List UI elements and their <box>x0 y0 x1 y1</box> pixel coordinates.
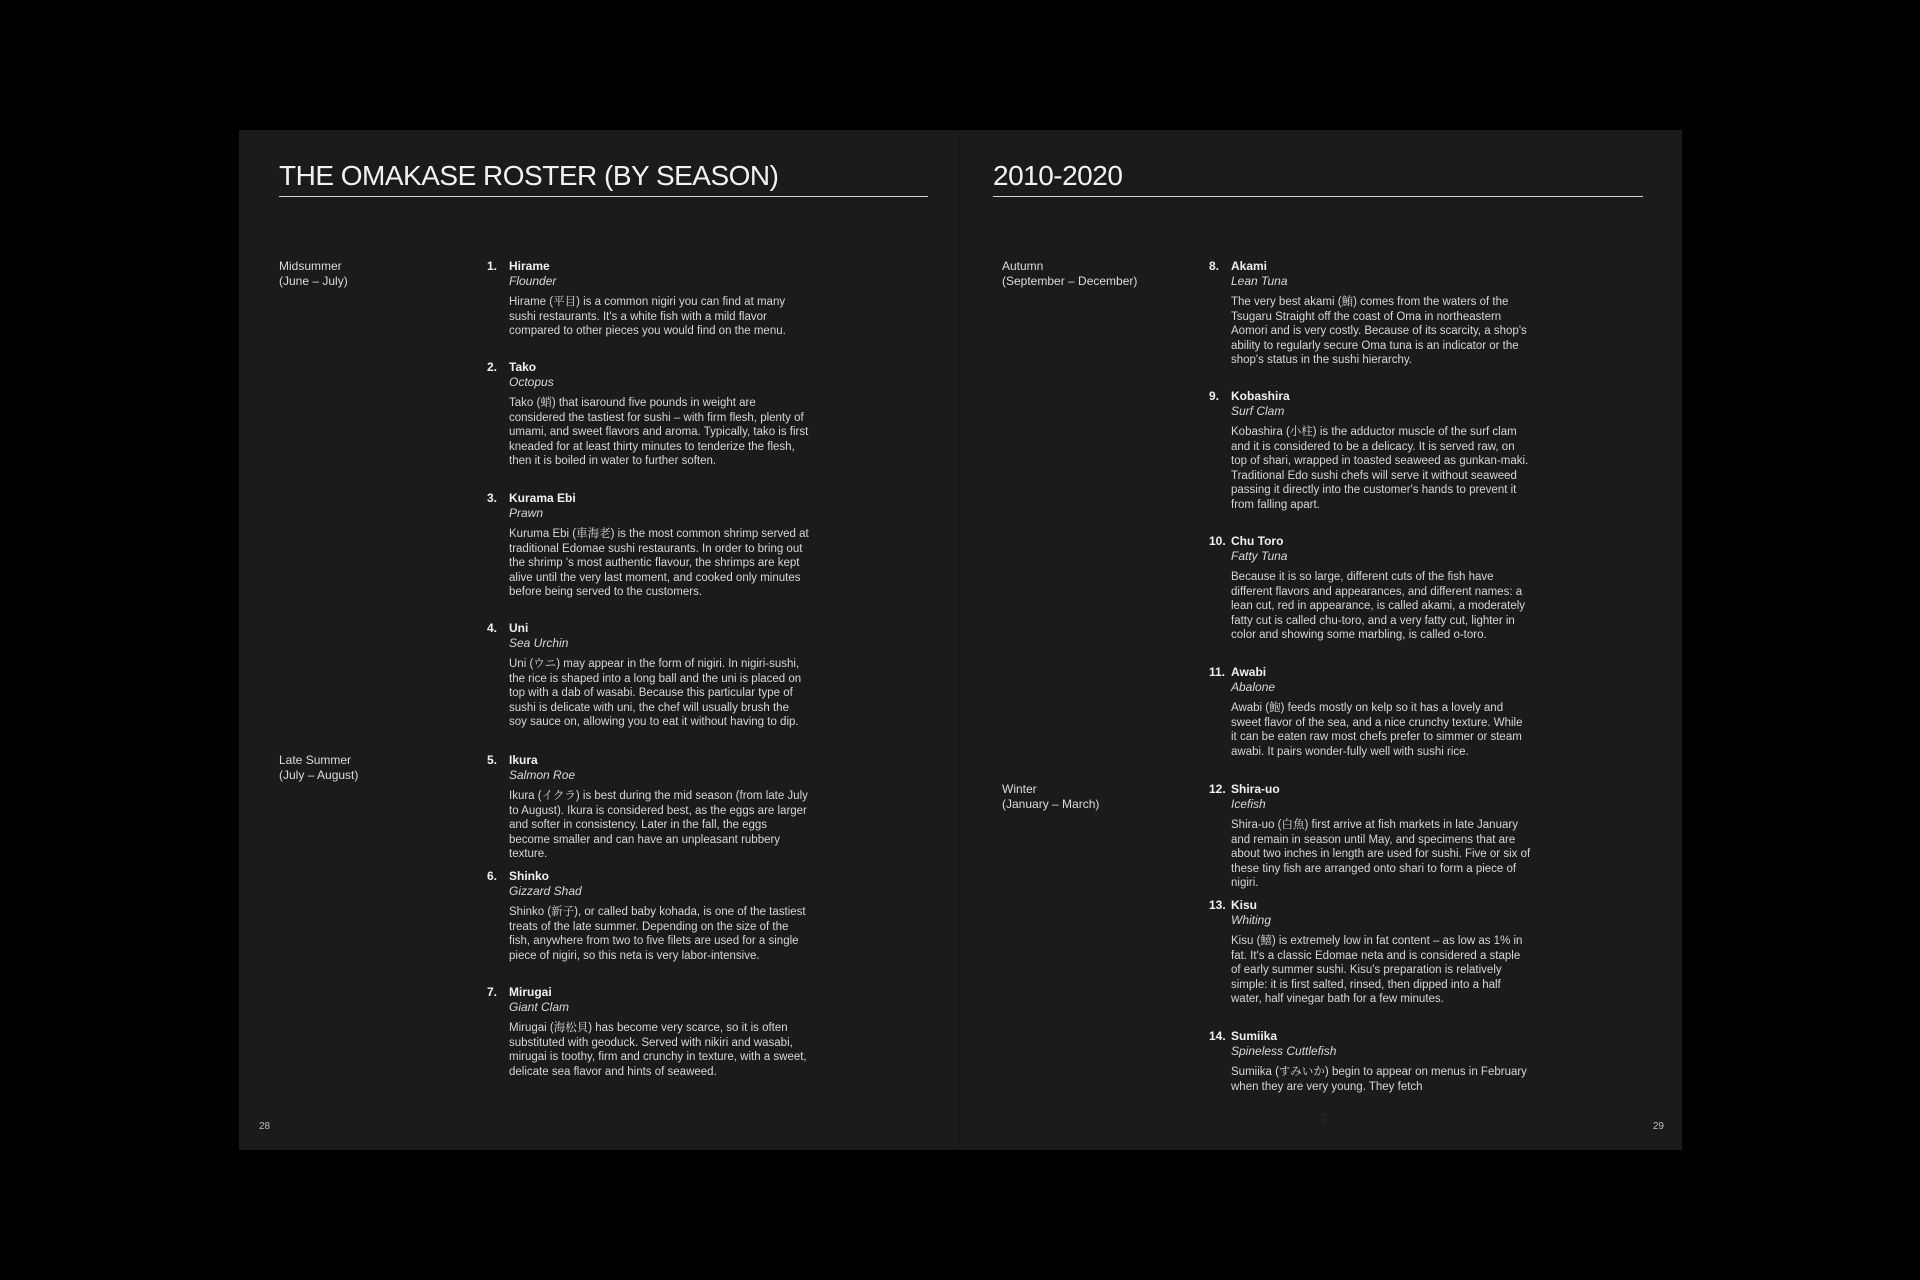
entry-english-name: Whiting <box>1231 912 1272 927</box>
right-page <box>960 130 1682 1150</box>
season-name: Winter <box>1002 782 1037 796</box>
entry-number: 14. <box>1209 1029 1226 1043</box>
entry-description: Awabi (鮑) feeds mostly on kelp so it has a lovely and sweet flavor of the sea, and a nice crunchy texture. While it can be eaten raw most chefs prefer to simmer or steam awabi. It pairs wonder-fully well with sushi rice. <box>1231 702 1523 758</box>
entry-name: Awabi <box>1231 665 1267 679</box>
entry-name: Hirame <box>509 259 550 273</box>
entry-name: Mirugai <box>509 985 552 999</box>
season-label <box>1002 259 1137 288</box>
entry-english-name: Fatty Tuna <box>1231 548 1288 563</box>
entry-english-name: Gizzard Shad <box>509 883 582 898</box>
page-number: 29 <box>1652 1121 1664 1132</box>
season-label <box>279 753 358 782</box>
season-label <box>279 259 348 288</box>
entry-english-name: Abalone <box>1231 679 1276 694</box>
roster-entry <box>487 360 809 469</box>
entry-number: 1. <box>487 259 498 273</box>
entry-english-name: Surf Clam <box>1231 403 1285 418</box>
roster-entry <box>487 621 809 730</box>
entry-name: Sumiika <box>1231 1029 1278 1043</box>
entry-english-name: Octopus <box>509 374 554 389</box>
season-range: (September – December) <box>1002 273 1138 288</box>
entry-number: 5. <box>487 753 498 767</box>
roster-entry <box>487 985 809 1079</box>
entry-name: Akami <box>1231 259 1268 273</box>
entry-name: Ikura <box>509 753 538 767</box>
entry-english-name: Flounder <box>509 273 557 288</box>
entry-description: The very best akami (鮪) comes from the waters of the Tsugaru Straight off the coast of Oma in northeastern Aomori and is very costly. Because of its scarcity, a shop's ability to regularly secure Oma tuna is an indicator or the shop's status in the sushi hierarchy. <box>1231 296 1527 367</box>
entry-name: Kisu <box>1231 898 1258 912</box>
roster-entry <box>1209 665 1531 759</box>
entry-number: 10. <box>1209 534 1226 548</box>
roster-entry <box>487 259 809 339</box>
entry-english-name: Prawn <box>509 505 544 520</box>
faint-page-mark: 7 <box>1320 1110 1328 1126</box>
roster-entry <box>1209 389 1531 513</box>
entry-name: Kobashira <box>1231 389 1290 403</box>
title-rule <box>993 196 1643 197</box>
entry-english-name: Icefish <box>1231 796 1266 811</box>
left-page-title: THE OMAKASE ROSTER (BY SEASON) <box>279 160 779 191</box>
entry-number: 11. <box>1209 665 1226 679</box>
entry-description: Kobashira (小柱) is the adductor muscle of the surf clam and it is considered to be a delicacy. It is served raw, on top of shari, wrapped in toasted seaweed as gunkan-maki. Traditional Edo sushi chefs will serve it without seaweed passing it directly into the customer's hands to prevent it from falling apart. <box>1231 426 1529 511</box>
entry-number: 3. <box>487 491 498 505</box>
entry-number: 13. <box>1209 898 1226 912</box>
season-range: (January – March) <box>1002 796 1100 811</box>
entry-description: Hirame (平目) is a common nigiri you can find at many sushi restaurants. It's a white fish with a mild flavor compared to other pieces you would find on the menu. <box>509 296 786 338</box>
entry-description: Shinko (新子), or called baby kohada, is one of the tastiest treats of the late summer. Depending on the size of the fish, anywhere from two to five filets are used for a single piece of nigiri, so this neta is very labor-intensive. <box>509 906 806 962</box>
right-page-title: 2010-2020 <box>993 160 1123 191</box>
roster-entry <box>1209 259 1531 368</box>
entry-english-name: Spineless Cuttlefish <box>1231 1043 1337 1058</box>
season-range: (July – August) <box>279 767 359 782</box>
entry-name: Uni <box>509 621 529 635</box>
title-rule <box>279 196 928 197</box>
roster-entry <box>487 869 809 963</box>
entry-name: Chu Toro <box>1231 534 1284 548</box>
entry-number: 2. <box>487 360 498 374</box>
magazine-spread <box>239 130 1682 1150</box>
entry-number: 7. <box>487 985 498 999</box>
left-page <box>239 130 960 1150</box>
entry-description: Kuruma Ebi (車海老) is the most common shrimp served at traditional Edomae sushi restaurants. In order to bring out the shrimp 's most authentic flavour, the shrimps are kept alive until the very last moment, and cooked only minutes before being served to the customers. <box>509 528 809 599</box>
entry-description: Because it is so large, different cuts of the fish have different flavors and appearances, and different names: a lean cut, red in appearance, is called akami, a moderately fatty cut is called chu-toro, and a very fatty cut, lighter in color and showing some marbling, is called o-toro. <box>1231 571 1526 642</box>
entry-description: Uni (ウニ) may appear in the form of nigiri. In nigiri-sushi, the rice is shaped into a long ball and the uni is placed on top with a dab of wasabi. Because this particular type of sushi is delicate with uni, the chef will usually brush the soy sauce on, allowing you to eat it without having to dip. <box>509 658 802 729</box>
entry-number: 12. <box>1209 782 1226 796</box>
entry-description: Ikura (イクラ) is best during the mid season (from late July to August). Ikura is considered best, as the eggs are larger and softer in consistency. Later in the fall, the eggs become smaller and can have an unpleasant rubbery texture. <box>509 790 808 861</box>
entry-english-name: Salmon Roe <box>509 767 576 782</box>
roster-entry <box>1209 1029 1531 1094</box>
entry-description: Kisu (鱚) is extremely low in fat content – as low as 1% in fat. It's a classic Edomae neta and is considered a staple of early summer sushi. Kisu's preparation is relatively simple: it is first salted, rinsed, then dipped into a half water, half vinegar bath for a few minutes. <box>1231 935 1523 1006</box>
roster-entry <box>1209 898 1531 1007</box>
entry-description: Shira-uo (白魚) first arrive at fish markets in late January and remain in season until May, and specimens that are about two inches in length are used for sushi. Five or six of these tiny fish are arranged onto shari to form a piece of nigiri. <box>1231 819 1531 890</box>
entry-number: 6. <box>487 869 498 883</box>
season-label <box>1002 782 1099 811</box>
roster-entry <box>487 753 809 862</box>
entry-english-name: Lean Tuna <box>1231 273 1288 288</box>
entry-name: Shira-uo <box>1231 782 1280 796</box>
season-name: Late Summer <box>279 753 352 767</box>
season-name: Midsummer <box>279 259 342 273</box>
entry-number: 8. <box>1209 259 1220 273</box>
page-number: 28 <box>259 1121 271 1132</box>
entry-name: Kurama Ebi <box>509 491 576 505</box>
entry-english-name: Giant Clam <box>509 999 570 1014</box>
season-range: (June – July) <box>279 273 348 288</box>
entry-description: Sumiika (すみいか) begin to appear on menus in February when they are very young. They fetch <box>1231 1066 1527 1093</box>
entry-name: Tako <box>509 360 537 374</box>
entry-name: Shinko <box>509 869 550 883</box>
entry-description: Tako (蛸) that isaround five pounds in weight are considered the tastiest for sushi – with firm flesh, plenty of umami, and sweet flavors and aroma. Typically, tako is first kneaded for at least thirty minutes to tenderize the flesh, then it is boiled in water to further soften. <box>509 397 809 468</box>
season-name: Autumn <box>1002 259 1044 273</box>
entry-description: Mirugai (海松貝) has become very scarce, so it is often substituted with geoduck. Served with nikiri and wasabi, mirugai is toothy, firm and crunchy in texture, with a sweet, delicate sea flavor and hints of seaweed. <box>509 1022 807 1078</box>
entry-number: 4. <box>487 621 498 635</box>
roster-entry <box>1209 782 1531 891</box>
roster-entry <box>487 491 809 600</box>
entry-number: 9. <box>1209 389 1220 403</box>
entry-english-name: Sea Urchin <box>509 635 569 650</box>
roster-entry <box>1209 534 1531 643</box>
